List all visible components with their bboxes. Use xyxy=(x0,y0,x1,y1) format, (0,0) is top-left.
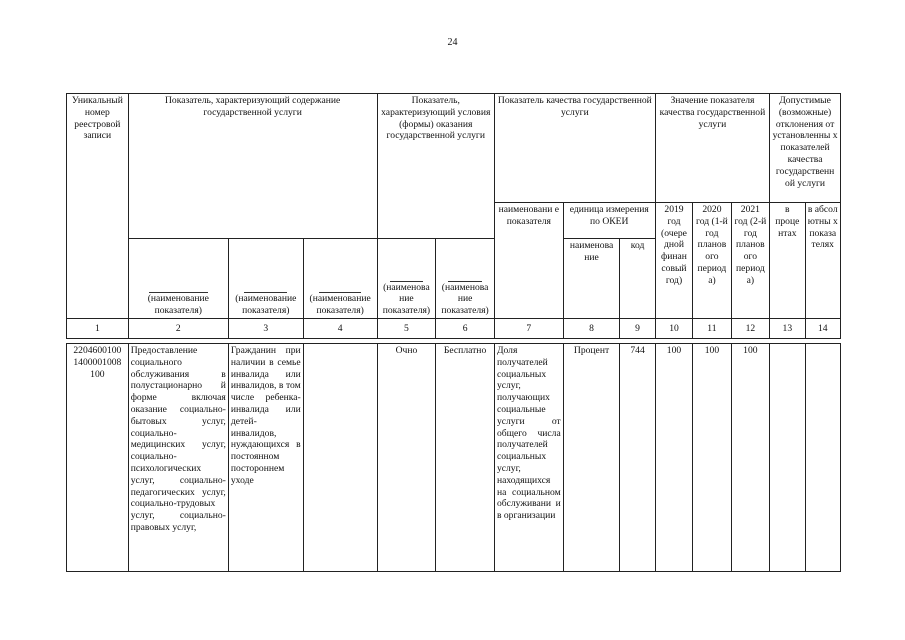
column-numbers-row xyxy=(67,319,841,339)
header-col4-name: (наименование показателя) xyxy=(309,293,371,317)
service-content: Предоставление социального обслуживания в полустационарно й форме включая оказание социально-бытовых услуг, социально-медицинских услуг, социально-психологических услуг, социально-педагогических услуг, социально-трудовых услуг, социально-правовых услуг, xyxy=(128,344,228,572)
value-2020: 100 xyxy=(693,344,731,572)
header-indicator-name: наименовани е показателя xyxy=(494,203,563,319)
service-payment: Бесплатно xyxy=(436,344,495,572)
header-year-2021: 2021 год (2-й год планов ого период а) xyxy=(731,203,769,319)
header-col4-name-cell xyxy=(303,239,377,319)
header-col5-name: (наименова ние показателя) xyxy=(382,281,431,317)
deviation-percent xyxy=(770,344,805,572)
header-conditions-indicator: Показатель, характеризующий условия (формы) оказания государственной услуги xyxy=(377,94,494,239)
page-number: 24 xyxy=(447,37,458,48)
column-number: 14 xyxy=(805,319,840,339)
value-2019: 100 xyxy=(655,344,692,572)
value-2021: 100 xyxy=(731,344,769,572)
header-col2-name: (наименование показателя) xyxy=(147,293,209,317)
column-number: 7 xyxy=(494,319,563,339)
indicator-col4 xyxy=(303,344,377,572)
header-deviations: Допустимые (возможные) отклонения от установленны х показателей качества государственн ой услуги xyxy=(770,94,841,203)
table-row xyxy=(67,344,841,572)
header-unit-code: код xyxy=(620,239,655,319)
deviation-absolute xyxy=(805,344,840,572)
column-number: 10 xyxy=(655,319,692,339)
header-col6-name-cell xyxy=(436,239,495,319)
header-col2-name-cell xyxy=(128,239,228,319)
column-number: 5 xyxy=(377,319,436,339)
header-content-indicator: Показатель, характеризующий содержание государственной услуги xyxy=(128,94,377,239)
header-col3-name: (наименование показателя) xyxy=(235,293,297,317)
column-number: 12 xyxy=(731,319,769,339)
header-quality-value: Значение показателя качества государственной услуги xyxy=(655,94,769,203)
header-unique-number: Уникальный номер реестровой записи xyxy=(67,94,129,319)
column-number: 3 xyxy=(228,319,303,339)
header-unit-name: наименова ние xyxy=(563,239,620,319)
header-year-2020: 2020 год (1-й год планов ого период а) xyxy=(693,203,731,319)
header-row-1 xyxy=(67,94,841,203)
column-number: 13 xyxy=(770,319,805,339)
column-number: 6 xyxy=(436,319,495,339)
header-col6-name: (наименова ние показателя) xyxy=(441,281,489,317)
header-percent: в проце нтах xyxy=(770,203,805,319)
state-service-table xyxy=(66,93,841,572)
column-number: 9 xyxy=(620,319,655,339)
unit-name: Процент xyxy=(563,344,620,572)
header-col3-name-cell xyxy=(228,239,303,319)
header-unit-okei: единица измерения по ОКЕИ xyxy=(563,203,655,239)
header-quality-indicator: Показатель качества государственной услуги xyxy=(494,94,655,203)
quality-indicator-name: Доля получателей социальных услуг, получающих социальные услуги от общего числа получателей социальных услуг, находящихся на социальном обслуживани и в организации xyxy=(494,344,563,572)
column-number: 11 xyxy=(693,319,731,339)
header-absolute: в абсол ютны х показа телях xyxy=(805,203,840,319)
header-col5-name-cell xyxy=(377,239,436,319)
column-number: 1 xyxy=(67,319,129,339)
unit-code: 744 xyxy=(620,344,655,572)
service-form: Очно xyxy=(377,344,436,572)
record-number: 2204600100 1400001008 100 xyxy=(67,344,129,572)
column-number: 4 xyxy=(303,319,377,339)
column-number: 2 xyxy=(128,319,228,339)
header-year-2019: 2019 год (очере дной финан совый год) xyxy=(655,203,692,319)
column-number: 8 xyxy=(563,319,620,339)
service-recipients: Гражданин при наличии в семье инвалида или инвалидов, в том числе ребенка-инвалида или детей-инвалидов, нуждающихся в постоянном постороннем уходе xyxy=(228,344,303,572)
